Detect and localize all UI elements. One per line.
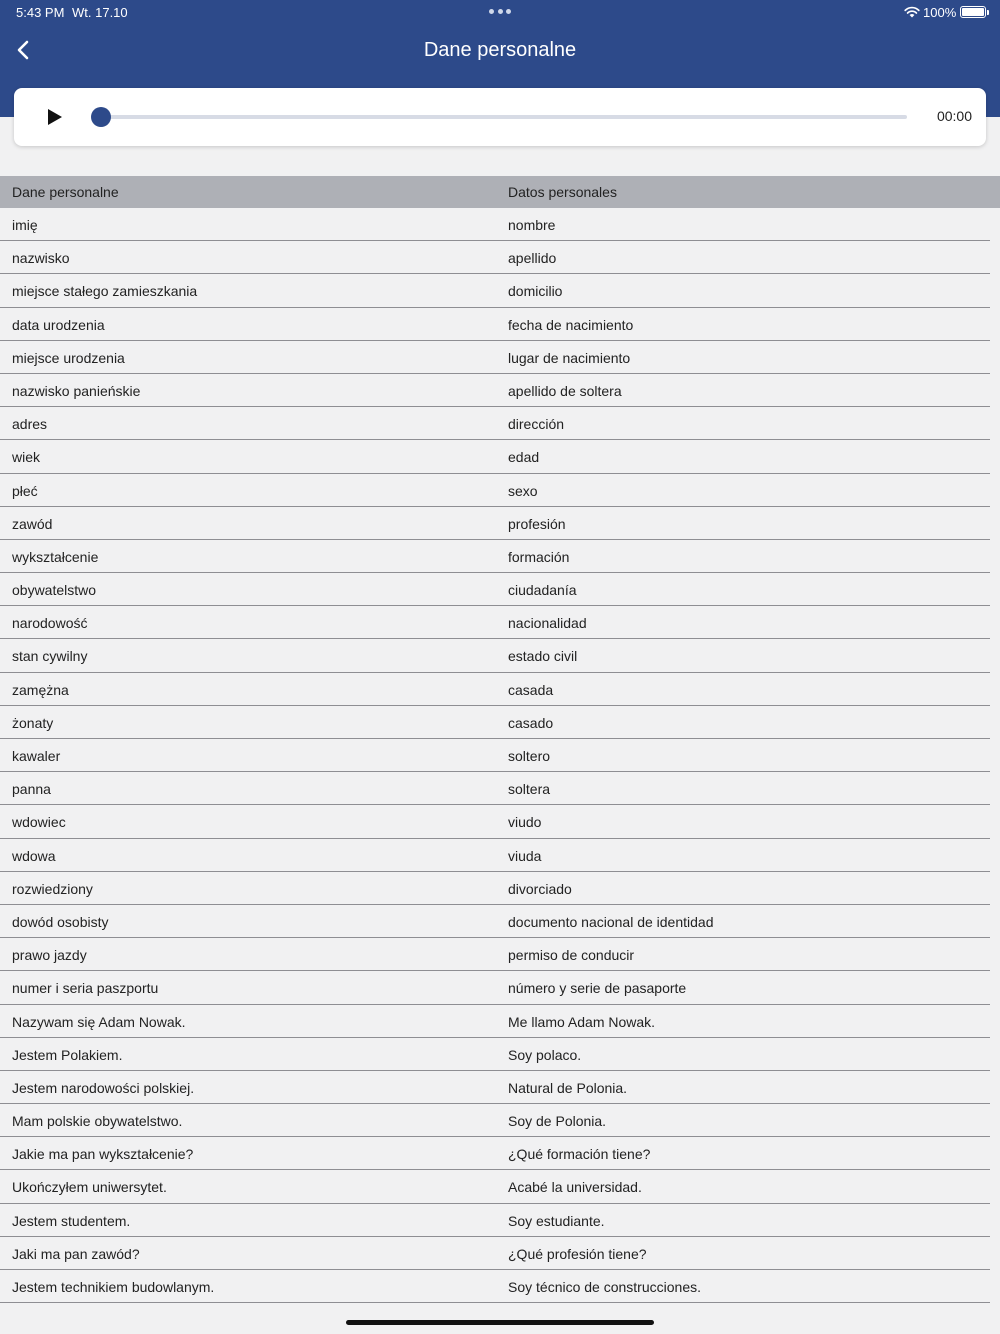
spanish-term: formación bbox=[508, 548, 570, 565]
polish-term: wdowiec bbox=[12, 814, 66, 831]
polish-term: nazwisko bbox=[12, 250, 70, 267]
polish-term: imię bbox=[12, 217, 38, 233]
table-row[interactable] bbox=[0, 274, 1000, 307]
spanish-term: casada bbox=[508, 681, 554, 698]
polish-term: żonaty bbox=[12, 714, 54, 731]
table-row[interactable] bbox=[0, 872, 1000, 905]
table-row[interactable] bbox=[0, 905, 1000, 938]
polish-term: adres bbox=[12, 416, 48, 433]
polish-term: nazwisko panieńskie bbox=[12, 382, 141, 399]
spanish-term: soltera bbox=[508, 781, 551, 798]
table-row[interactable] bbox=[0, 1104, 1000, 1137]
polish-term: Mam polskie obywatelstwo. bbox=[12, 1113, 183, 1130]
spanish-term: fecha de nacimiento bbox=[508, 316, 634, 333]
polish-term: prawo jazdy bbox=[12, 947, 87, 964]
polish-term: Ukończyłem uniwersytet. bbox=[12, 1179, 167, 1196]
home-indicator[interactable] bbox=[346, 1320, 654, 1325]
spanish-term: viuda bbox=[508, 847, 542, 864]
table-row[interactable] bbox=[0, 1005, 1000, 1038]
polish-term: wiek bbox=[12, 449, 41, 466]
table-row[interactable] bbox=[0, 805, 1000, 838]
table-row[interactable] bbox=[0, 673, 1000, 706]
seek-thumb[interactable] bbox=[91, 107, 111, 127]
polish-term: Jestem studentem. bbox=[12, 1212, 131, 1229]
spanish-term: Soy técnico de construcciones. bbox=[508, 1279, 701, 1295]
polish-term: obywatelstwo bbox=[12, 582, 97, 599]
battery-icon bbox=[960, 6, 986, 18]
table-row[interactable] bbox=[0, 308, 1000, 341]
spanish-term: Soy de Polonia. bbox=[508, 1113, 607, 1130]
table-row[interactable] bbox=[0, 1237, 1000, 1270]
polish-term: numer i seria paszportu bbox=[12, 980, 159, 997]
elapsed-time: 00:00 bbox=[936, 108, 972, 124]
polish-term: miejsce stałego zamieszkania bbox=[12, 283, 198, 300]
play-icon[interactable] bbox=[44, 107, 64, 127]
table-row[interactable] bbox=[0, 1038, 1000, 1071]
status-time: 5:43 PM bbox=[16, 5, 65, 20]
spanish-term: lugar de nacimiento bbox=[508, 349, 631, 366]
table-row[interactable] bbox=[0, 772, 1000, 805]
spanish-term: viudo bbox=[508, 814, 542, 831]
table-row[interactable] bbox=[0, 440, 1000, 473]
polish-term: płeć bbox=[12, 482, 38, 499]
table-row[interactable] bbox=[0, 540, 1000, 573]
table-row[interactable] bbox=[0, 839, 1000, 872]
polish-term: Jestem technikiem budowlanym. bbox=[12, 1279, 215, 1295]
back-chevron-icon[interactable] bbox=[8, 34, 40, 66]
table-row[interactable] bbox=[0, 971, 1000, 1004]
spanish-term: permiso de conducir bbox=[508, 947, 635, 964]
vocabulary-table bbox=[0, 176, 1000, 1295]
table-header bbox=[0, 176, 1000, 208]
polish-term: wykształcenie bbox=[12, 548, 99, 565]
table-row[interactable] bbox=[0, 407, 1000, 440]
spanish-term: profesión bbox=[508, 515, 566, 532]
table-row[interactable] bbox=[0, 639, 1000, 672]
spanish-term: ¿Qué profesión tiene? bbox=[508, 1245, 647, 1262]
spanish-term: ¿Qué formación tiene? bbox=[508, 1146, 651, 1163]
table-row[interactable] bbox=[0, 341, 1000, 374]
spanish-term: número y serie de pasaporte bbox=[508, 980, 687, 997]
column-header-spanish: Datos personales bbox=[508, 184, 617, 200]
table-row[interactable] bbox=[0, 1204, 1000, 1237]
spanish-term: Acabé la universidad. bbox=[508, 1179, 642, 1196]
polish-term: wdowa bbox=[12, 847, 56, 864]
spanish-term: Soy estudiante. bbox=[508, 1212, 605, 1229]
table-row[interactable] bbox=[0, 208, 1000, 241]
polish-term: Jestem narodowości polskiej. bbox=[12, 1079, 195, 1096]
polish-term: Jestem Polakiem. bbox=[12, 1046, 123, 1063]
spanish-term: domicilio bbox=[508, 283, 563, 300]
spanish-term: edad bbox=[508, 449, 540, 466]
status-date: Wt. 17.10 bbox=[72, 5, 128, 20]
polish-term: dowód osobisty bbox=[12, 913, 109, 930]
polish-term: narodowość bbox=[12, 615, 88, 632]
spanish-term: Natural de Polonia. bbox=[508, 1079, 628, 1096]
column-header-polish: Dane personalne bbox=[12, 184, 119, 200]
table-row[interactable] bbox=[0, 374, 1000, 407]
table-row[interactable] bbox=[0, 1071, 1000, 1104]
spanish-term: Me llamo Adam Nowak. bbox=[508, 1013, 656, 1030]
table-row[interactable] bbox=[0, 606, 1000, 639]
battery-percent: 100% bbox=[923, 5, 957, 20]
spanish-term: Soy polaco. bbox=[508, 1046, 582, 1063]
polish-term: zamężna bbox=[12, 681, 69, 698]
polish-term: kawaler bbox=[12, 748, 61, 764]
spanish-term: apellido bbox=[508, 250, 557, 267]
table-row[interactable] bbox=[0, 1170, 1000, 1203]
polish-term: rozwiedziony bbox=[12, 880, 93, 897]
table-row[interactable] bbox=[0, 1270, 1000, 1303]
table-body bbox=[0, 208, 1000, 1303]
spanish-term: divorciado bbox=[508, 880, 572, 897]
polish-term: stan cywilny bbox=[12, 648, 88, 665]
battery-nub bbox=[987, 10, 989, 15]
spanish-term: sexo bbox=[508, 482, 538, 499]
table-row[interactable] bbox=[0, 1137, 1000, 1170]
table-row[interactable] bbox=[0, 507, 1000, 540]
polish-term: Jakie ma pan wykształcenie? bbox=[12, 1146, 194, 1163]
table-row[interactable] bbox=[0, 739, 1000, 772]
polish-term: panna bbox=[12, 781, 51, 798]
wifi-icon bbox=[904, 6, 920, 18]
polish-term: Jaki ma pan zawód? bbox=[12, 1245, 140, 1262]
spanish-term: casado bbox=[508, 714, 554, 731]
spanish-term: nombre bbox=[508, 217, 556, 233]
spanish-term: estado civil bbox=[508, 648, 578, 665]
spanish-term: ciudadanía bbox=[508, 582, 577, 599]
spanish-term: soltero bbox=[508, 748, 551, 764]
table-row[interactable] bbox=[0, 241, 1000, 274]
table-row[interactable] bbox=[0, 706, 1000, 739]
spanish-term: nacionalidad bbox=[508, 615, 587, 632]
spanish-term: dirección bbox=[508, 416, 565, 433]
polish-term: miejsce urodzenia bbox=[12, 349, 125, 366]
audio-player bbox=[14, 88, 986, 146]
polish-term: data urodzenia bbox=[12, 316, 105, 333]
polish-term: Nazywam się Adam Nowak. bbox=[12, 1013, 186, 1030]
multitasking-dots-icon[interactable] bbox=[489, 9, 511, 15]
table-row[interactable] bbox=[0, 474, 1000, 507]
spanish-term: documento nacional de identidad bbox=[508, 913, 714, 930]
seek-bar[interactable] bbox=[100, 115, 907, 119]
table-row[interactable] bbox=[0, 938, 1000, 971]
polish-term: zawód bbox=[12, 515, 53, 532]
page-title: Dane personalne bbox=[423, 39, 577, 61]
spanish-term: apellido de soltera bbox=[508, 382, 622, 399]
table-row[interactable] bbox=[0, 573, 1000, 606]
